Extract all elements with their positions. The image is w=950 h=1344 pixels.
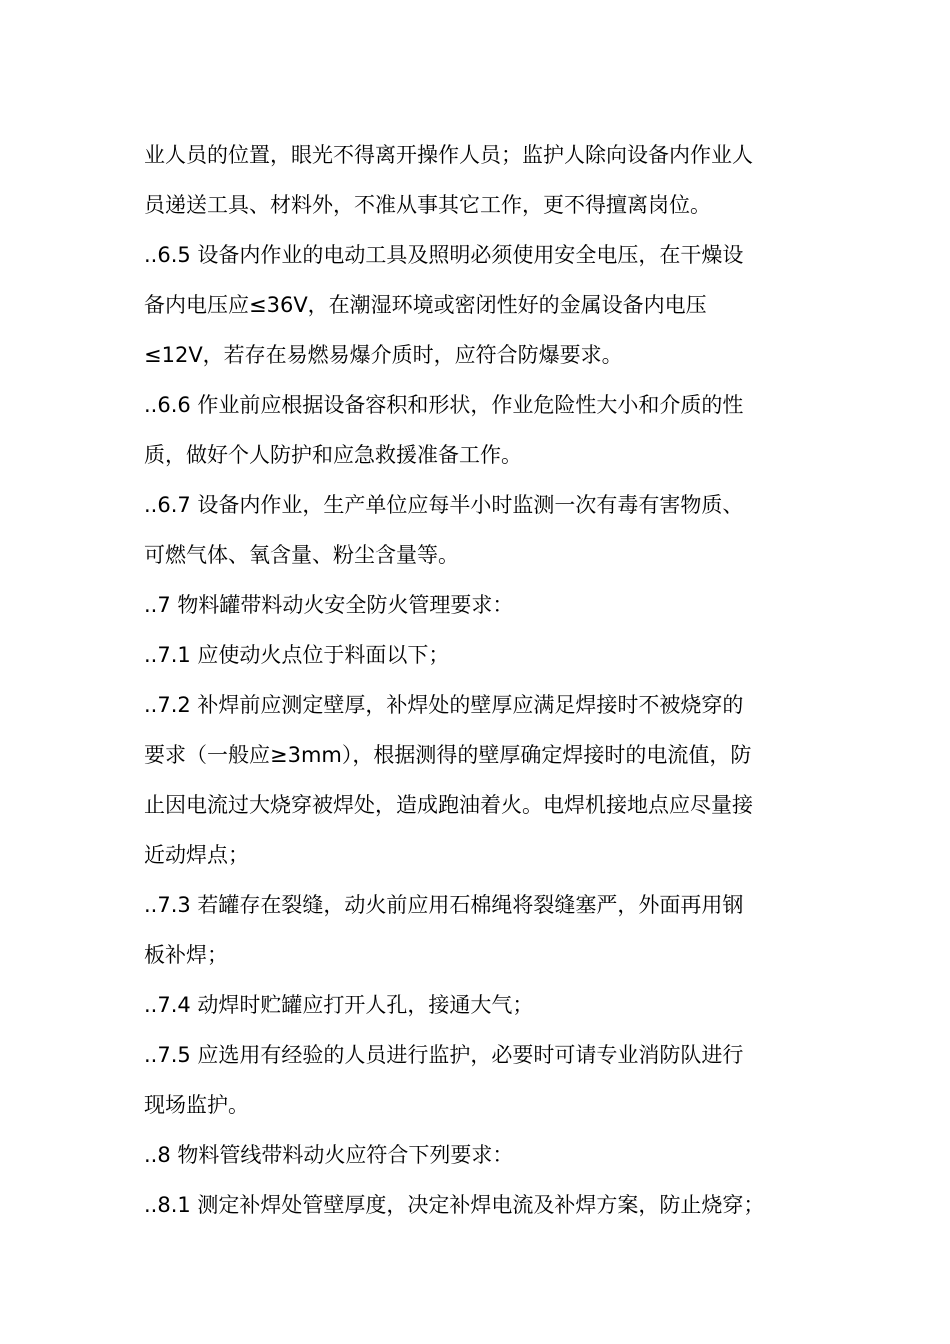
text-line: ..7.3 若罐存在裂缝，动火前应用石棉绳将裂缝塞严，外面再用钢 bbox=[144, 893, 744, 917]
text-line: ..6.5 设备内作业的电动工具及照明必须使用安全电压，在干燥设 bbox=[144, 243, 744, 267]
text-line: ..7.5 应选用有经验的人员进行监护，必要时可请专业消防队进行 bbox=[144, 1043, 744, 1067]
text-line: ≤12V，若存在易燃易爆介质时，应符合防爆要求。 bbox=[144, 343, 623, 367]
text-line: ..7.2 补焊前应测定壁厚，补焊处的壁厚应满足焊接时不被烧穿的 bbox=[144, 693, 744, 717]
text-line: ..8 物料管线带料动火应符合下列要求： bbox=[144, 1143, 514, 1167]
text-line: 质，做好个人防护和应急救援准备工作。 bbox=[144, 443, 522, 467]
text-line: ..7.1 应使动火点位于料面以下； bbox=[144, 643, 450, 667]
text-line: ..7 物料罐带料动火安全防火管理要求： bbox=[144, 593, 514, 617]
text-line: ..7.4 动焊时贮罐应打开人孔，接通大气； bbox=[144, 993, 534, 1017]
text-line: 员递送工具、材料外，不准从事其它工作，更不得擅离岗位。 bbox=[144, 193, 711, 217]
text-line: 业人员的位置，眼光不得离开操作人员；监护人除向设备内作业人 bbox=[144, 143, 753, 167]
text-line: 止因电流过大烧穿被焊处，造成跑油着火。电焊机接地点应尽量接 bbox=[144, 793, 753, 817]
text-line: 要求（一般应≥3mm），根据测得的壁厚确定焊接时的电流值，防 bbox=[144, 743, 752, 767]
text-line: ..8.1 测定补焊处管壁厚度，决定补焊电流及补焊方案，防止烧穿； bbox=[144, 1193, 765, 1217]
text-line: ..6.7 设备内作业，生产单位应每半小时监测一次有毒有害物质、 bbox=[144, 493, 744, 517]
text-line: 现场监护。 bbox=[144, 1093, 249, 1117]
text-line: 可燃气体、氧含量、粉尘含量等。 bbox=[144, 543, 459, 567]
text-line: ..6.6 作业前应根据设备容积和形状，作业危险性大小和介质的性 bbox=[144, 393, 744, 417]
text-line: 板补焊； bbox=[144, 943, 228, 967]
text-line: 备内电压应≤36V，在潮湿环境或密闭性好的金属设备内电压 bbox=[144, 293, 707, 317]
text-line: 近动焊点； bbox=[144, 843, 249, 867]
document-body bbox=[144, 130, 814, 1230]
